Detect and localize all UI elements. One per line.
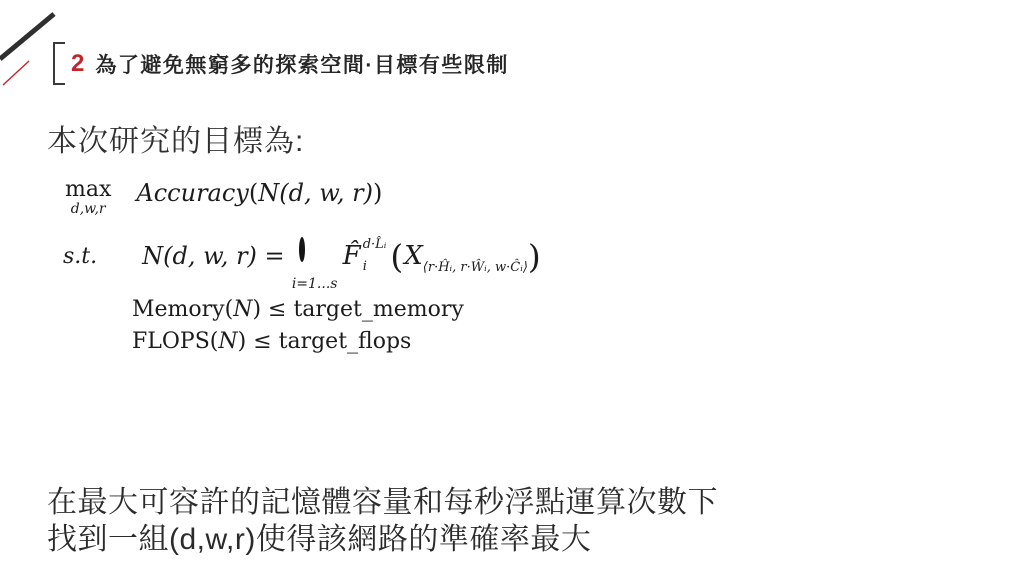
slide-header [71, 42, 509, 85]
memory-constraint-row [132, 297, 464, 322]
constraint-lhs [142, 242, 285, 270]
f-hat-term [343, 238, 387, 274]
max-subscript: d,w,r [70, 201, 106, 217]
memory-bound: ) ≤ target_memory [252, 297, 464, 322]
summary-line-1: 在最大可容許的記憶體容量和每秒浮點運算次數下 [47, 486, 718, 519]
formula-objective-row [65, 178, 382, 217]
formula-constraint-row [63, 236, 541, 292]
slide-title: 為了避免無窮多的探索空間·目標有些限制 [95, 53, 509, 77]
objective-expression [136, 178, 382, 208]
flops-bound: ) ≤ target_flops [237, 329, 412, 354]
x-close-paren: ) [527, 236, 541, 276]
memory-fn: Memory( [132, 297, 234, 322]
odot-dot [299, 247, 304, 252]
network-symbol: N [258, 179, 280, 207]
x-subscript: ⟨r·Ĥᵢ, r·Ŵᵢ, w·Ĉᵢ⟩ [422, 259, 528, 275]
memory-constraint [132, 297, 464, 322]
section-number: 2 [71, 49, 85, 77]
odot-circle [299, 237, 305, 262]
network-symbol: N [218, 329, 238, 354]
network-symbol: N [233, 297, 253, 322]
max-label: max [65, 177, 112, 202]
max-operator [65, 178, 111, 217]
f-hat-scripts [363, 238, 387, 274]
network-symbol: N [142, 242, 164, 270]
f-hat-symbol: F̂ [342, 241, 361, 271]
decor-red-line [3, 61, 29, 85]
summary-text [47, 484, 718, 558]
objective-open-paren: ( [248, 179, 259, 207]
formula-block [63, 176, 623, 366]
intro-text: 本次研究的目標為: [47, 125, 305, 158]
x-open-paren: ( [390, 236, 404, 276]
odot-subscript: i=1...s [291, 276, 338, 292]
flops-constraint [132, 329, 411, 354]
f-hat-superscript: d·L̂ᵢ [362, 237, 387, 252]
objective-close-paren: ) [373, 179, 383, 207]
objective-args: (d, w, r) [279, 179, 373, 207]
header-bracket [53, 42, 65, 85]
objective-fn: Accuracy [136, 179, 249, 207]
subject-to-label: s.t. [63, 243, 98, 269]
decor-black-line [0, 14, 54, 59]
constraint-lhs-args: (d, w, r) = [163, 242, 285, 270]
flops-fn: FLOPS( [132, 329, 219, 354]
summary-line-2: 找到一組(d,w,r)使得該網路的準確率最大 [47, 523, 592, 556]
x-term [390, 236, 541, 276]
f-hat-subscript: i [362, 259, 367, 274]
x-symbol: X [404, 241, 423, 271]
flops-constraint-row [132, 329, 411, 354]
odot-operator-icon [291, 240, 338, 292]
